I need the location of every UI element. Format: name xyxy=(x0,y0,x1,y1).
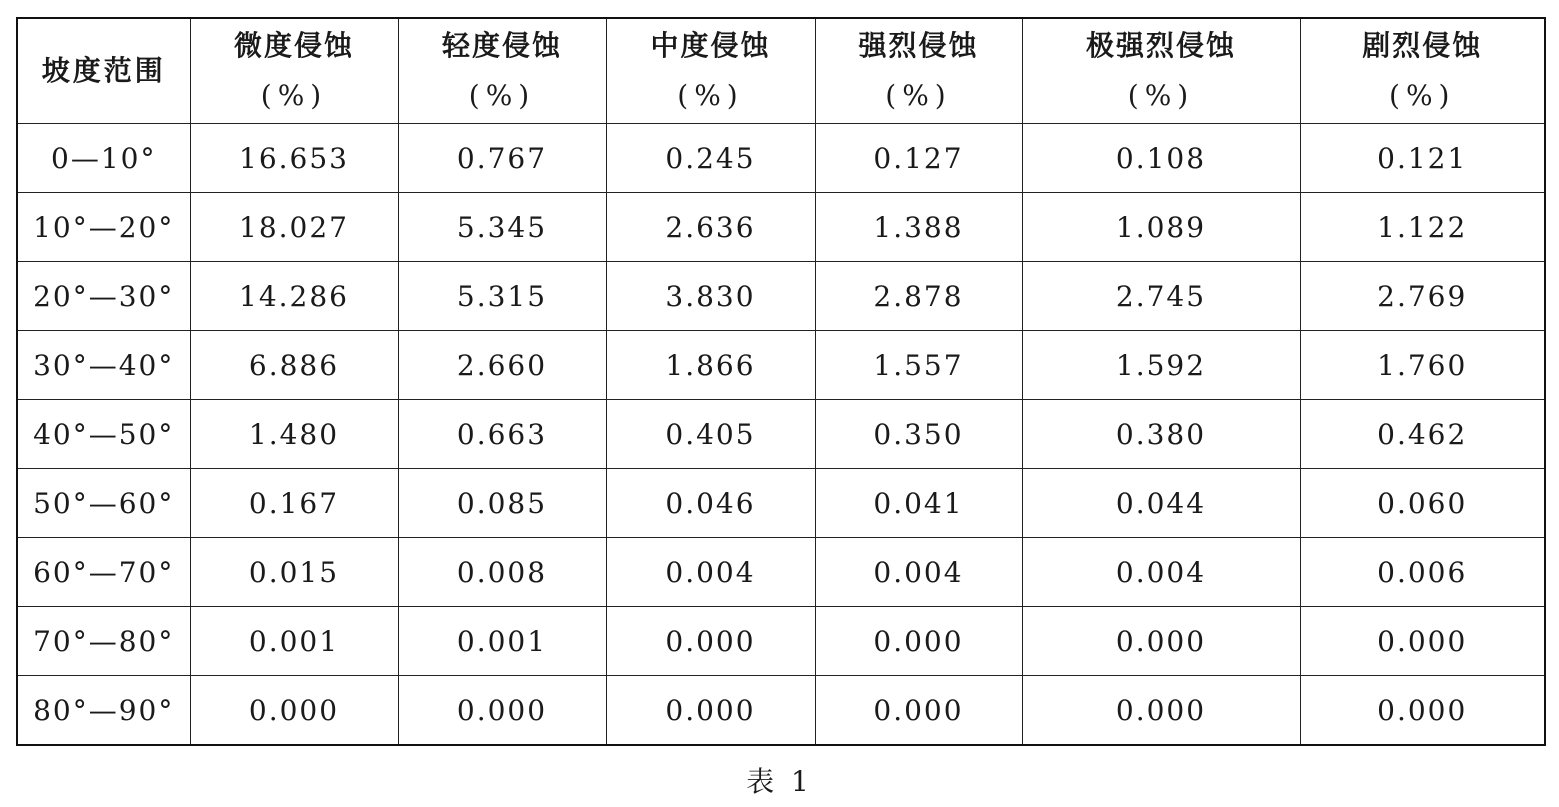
value-cell: 0.350 xyxy=(815,400,1022,469)
value-cell: 0.121 xyxy=(1300,124,1545,193)
header-label: 剧烈侵蚀 xyxy=(1362,29,1483,62)
value-cell: 0.044 xyxy=(1022,469,1300,538)
value-cell: 0.000 xyxy=(606,607,815,676)
header-unit: (%) xyxy=(468,79,536,112)
value-cell: 0.008 xyxy=(398,538,606,607)
value-cell: 2.769 xyxy=(1300,262,1545,331)
value-cell: 0.000 xyxy=(1022,676,1300,746)
value-cell: 0.000 xyxy=(606,676,815,746)
value-cell: 0.000 xyxy=(1022,607,1300,676)
table-row xyxy=(17,124,1545,193)
value-cell: 0.004 xyxy=(606,538,815,607)
value-cell: 0.405 xyxy=(606,400,815,469)
value-cell: 0.046 xyxy=(606,469,815,538)
header-label: 轻度侵蚀 xyxy=(441,29,562,62)
header-label: 极强烈侵蚀 xyxy=(1085,29,1236,62)
value-cell: 1.089 xyxy=(1022,193,1300,262)
header-moderate-erosion xyxy=(606,18,815,124)
slope-range-cell: 30°—40° xyxy=(17,331,190,400)
value-cell: 0.767 xyxy=(398,124,606,193)
header-extremely-intense-erosion xyxy=(1022,18,1300,124)
slope-range-cell: 0—10° xyxy=(17,124,190,193)
value-cell: 0.004 xyxy=(815,538,1022,607)
header-row xyxy=(17,18,1545,124)
header-unit: (%) xyxy=(1127,79,1195,112)
header-label: 强烈侵蚀 xyxy=(858,29,979,62)
value-cell: 0.663 xyxy=(398,400,606,469)
header-intense-erosion xyxy=(815,18,1022,124)
table-row xyxy=(17,400,1545,469)
value-cell: 0.000 xyxy=(398,676,606,746)
value-cell: 0.000 xyxy=(1300,676,1545,746)
slope-range-cell: 20°—30° xyxy=(17,262,190,331)
table-caption: 表 1 xyxy=(746,765,813,798)
value-cell: 1.480 xyxy=(190,400,398,469)
slope-range-cell: 10°—20° xyxy=(17,193,190,262)
value-cell: 0.000 xyxy=(190,676,398,746)
value-cell: 2.878 xyxy=(815,262,1022,331)
value-cell: 1.866 xyxy=(606,331,815,400)
value-cell: 0.245 xyxy=(606,124,815,193)
value-cell: 16.653 xyxy=(190,124,398,193)
value-cell: 0.041 xyxy=(815,469,1022,538)
value-cell: 1.388 xyxy=(815,193,1022,262)
slope-range-cell: 60°—70° xyxy=(17,538,190,607)
value-cell: 0.015 xyxy=(190,538,398,607)
header-light-erosion xyxy=(398,18,606,124)
value-cell: 0.085 xyxy=(398,469,606,538)
table-row xyxy=(17,469,1545,538)
erosion-slope-table xyxy=(16,17,1546,746)
value-cell: 0.001 xyxy=(190,607,398,676)
header-unit: (%) xyxy=(677,79,744,112)
value-cell: 0.060 xyxy=(1300,469,1545,538)
value-cell: 5.345 xyxy=(398,193,606,262)
slope-range-cell: 80°—90° xyxy=(17,676,190,746)
table-row xyxy=(17,676,1545,746)
value-cell: 2.660 xyxy=(398,331,606,400)
value-cell: 0.001 xyxy=(398,607,606,676)
table-row xyxy=(17,331,1545,400)
table-row xyxy=(17,193,1545,262)
header-unit: (%) xyxy=(1389,79,1456,112)
value-cell: 2.745 xyxy=(1022,262,1300,331)
value-cell: 1.122 xyxy=(1300,193,1545,262)
header-unit: (%) xyxy=(885,79,952,112)
value-cell: 6.886 xyxy=(190,331,398,400)
value-cell: 1.557 xyxy=(815,331,1022,400)
header-slope-range: 坡度范围 xyxy=(17,18,190,124)
value-cell: 0.127 xyxy=(815,124,1022,193)
table-row xyxy=(17,538,1545,607)
header-severe-erosion xyxy=(1300,18,1545,124)
value-cell: 14.286 xyxy=(190,262,398,331)
value-cell: 0.000 xyxy=(1300,607,1545,676)
value-cell: 0.380 xyxy=(1022,400,1300,469)
value-cell: 1.760 xyxy=(1300,331,1545,400)
value-cell: 1.592 xyxy=(1022,331,1300,400)
table-row xyxy=(17,262,1545,331)
table-body xyxy=(17,124,1545,746)
header-label: 微度侵蚀 xyxy=(233,29,354,62)
value-cell: 0.000 xyxy=(815,607,1022,676)
header-slight-erosion xyxy=(190,18,398,124)
header-unit: (%) xyxy=(260,79,328,112)
slope-range-cell: 70°—80° xyxy=(17,607,190,676)
value-cell: 2.636 xyxy=(606,193,815,262)
value-cell: 3.830 xyxy=(606,262,815,331)
value-cell: 0.000 xyxy=(815,676,1022,746)
value-cell: 0.006 xyxy=(1300,538,1545,607)
value-cell: 0.004 xyxy=(1022,538,1300,607)
slope-range-cell: 40°—50° xyxy=(17,400,190,469)
slope-range-cell: 50°—60° xyxy=(17,469,190,538)
value-cell: 0.462 xyxy=(1300,400,1545,469)
header-label: 中度侵蚀 xyxy=(650,29,771,62)
value-cell: 18.027 xyxy=(190,193,398,262)
table-row xyxy=(17,607,1545,676)
value-cell: 0.108 xyxy=(1022,124,1300,193)
value-cell: 5.315 xyxy=(398,262,606,331)
value-cell: 0.167 xyxy=(190,469,398,538)
